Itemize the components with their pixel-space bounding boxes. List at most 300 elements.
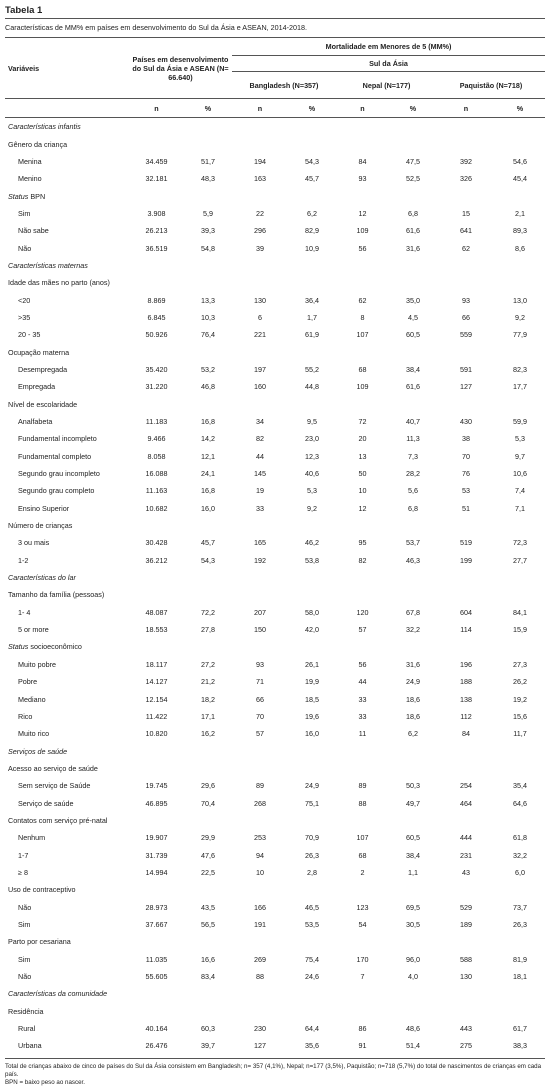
group-row	[5, 760, 545, 777]
percent-cell: 6,8	[408, 208, 418, 218]
count-cell: 10.820	[145, 729, 168, 739]
percent-cell: 83,4	[201, 972, 215, 982]
percent-cell: 26,2	[513, 677, 527, 687]
count-cell: 37.667	[145, 919, 168, 929]
table-figure	[5, 5, 545, 1087]
row-label: Fundamental completo	[18, 451, 92, 461]
count-cell: 10	[358, 486, 367, 496]
pct-header: %	[308, 103, 316, 113]
percent-cell: 46,5	[305, 902, 319, 912]
table-row	[5, 968, 545, 985]
percent-cell: 70,9	[305, 833, 319, 843]
percent-cell: 59,9	[513, 417, 527, 427]
percent-cell: 18,2	[201, 694, 215, 704]
percent-cell: 89,3	[513, 226, 527, 236]
section-label: Características infantis	[8, 122, 81, 132]
table-row	[5, 309, 545, 326]
table-row	[5, 153, 545, 170]
group-row	[5, 187, 545, 204]
group-label: Gênero da criança	[8, 139, 68, 149]
count-cell: 91	[358, 1041, 367, 1051]
percent-cell: 51,7	[201, 156, 215, 166]
group-row	[5, 274, 545, 291]
group-row	[5, 586, 545, 603]
percent-cell: 70,4	[201, 798, 215, 808]
percent-cell: 26,1	[305, 659, 319, 669]
count-cell: 253	[254, 833, 266, 843]
row-label: 1-7	[18, 850, 29, 860]
count-cell: 71	[256, 677, 264, 687]
percent-cell: 17,7	[513, 382, 527, 392]
count-cell: 56	[358, 659, 367, 669]
percent-cell: 46,8	[201, 382, 215, 392]
count-cell: 31.739	[145, 850, 168, 860]
table-row	[5, 690, 545, 707]
group-row	[5, 933, 545, 950]
row-label: 5 or more	[18, 625, 49, 635]
group-row	[5, 396, 545, 413]
count-cell: 13	[358, 451, 367, 461]
count-cell: 88	[256, 972, 264, 982]
table-body	[5, 118, 545, 1055]
count-cell: 191	[254, 919, 266, 929]
percent-cell: 24,9	[406, 677, 420, 687]
count-cell: 199	[460, 555, 472, 565]
blank-header-cell	[5, 99, 129, 118]
table-row	[5, 656, 545, 673]
count-cell: 72	[358, 417, 367, 427]
percent-cell: 38,3	[513, 1041, 527, 1051]
percent-cell: 6,2	[408, 729, 418, 739]
row-label: 1-2	[18, 555, 29, 565]
percent-cell: 69,5	[406, 902, 420, 912]
table-row	[5, 621, 545, 638]
n-header: n	[154, 103, 159, 113]
percent-cell: 73,7	[513, 902, 527, 912]
percent-cell: 54,3	[305, 156, 319, 166]
count-cell: 70	[462, 451, 470, 461]
row-label: Mediano	[18, 694, 46, 704]
count-cell: 44	[358, 677, 367, 687]
percent-cell: 18,6	[406, 711, 420, 721]
footnotes	[5, 1058, 545, 1087]
table-row	[5, 725, 545, 742]
percent-cell: 13,0	[513, 295, 527, 305]
percent-cell: 10,9	[305, 243, 319, 253]
table-row	[5, 448, 545, 465]
section-row	[5, 118, 545, 136]
pct-header: %	[409, 103, 417, 113]
row-label: <20	[18, 295, 31, 305]
table-row	[5, 378, 545, 395]
percent-cell: 31,6	[406, 659, 420, 669]
group-row	[5, 135, 545, 152]
percent-cell: 55,2	[305, 364, 319, 374]
percent-cell: 11,3	[406, 434, 420, 444]
percent-cell: 58,0	[305, 607, 319, 617]
percent-cell: 64,6	[513, 798, 527, 808]
south-asia-header: Sul da Ásia	[232, 56, 545, 72]
percent-cell: 16,8	[201, 417, 215, 427]
count-cell: 197	[254, 364, 266, 374]
count-cell: 127	[460, 382, 472, 392]
percent-cell: 16,0	[201, 503, 215, 513]
count-cell: 519	[460, 538, 472, 548]
percent-cell: 18,1	[513, 972, 527, 982]
count-cell: 170	[356, 954, 369, 964]
count-cell: 15	[462, 208, 470, 218]
percent-cell: 13,3	[201, 295, 215, 305]
percent-cell: 54,6	[513, 156, 527, 166]
percent-cell: 27,8	[201, 625, 215, 635]
section-label: Serviços de saúde	[8, 746, 68, 756]
count-cell: 57	[256, 729, 264, 739]
percent-cell: 1,1	[408, 867, 418, 877]
percent-cell: 77,9	[513, 330, 527, 340]
table-row	[5, 846, 545, 863]
row-label: Muito pobre	[18, 659, 56, 669]
percent-cell: 61,7	[513, 1024, 527, 1034]
percent-cell: 31,6	[406, 243, 420, 253]
table-row	[5, 222, 545, 239]
percent-cell: 26,3	[305, 850, 319, 860]
percent-cell: 6,0	[515, 867, 525, 877]
row-label: Menina	[18, 156, 42, 166]
pct-header: %	[516, 103, 524, 113]
percent-cell: 24,1	[201, 469, 215, 479]
table-row	[5, 829, 545, 846]
table-row	[5, 1037, 545, 1054]
table-row	[5, 552, 545, 569]
group-label: Residência	[8, 1006, 44, 1016]
percent-cell: 53,2	[201, 364, 215, 374]
count-cell: 11	[358, 729, 367, 739]
table-row	[5, 205, 545, 222]
table-row	[5, 361, 545, 378]
n-header: n	[463, 103, 469, 113]
row-label: 1- 4	[18, 607, 31, 617]
count-cell: 43	[462, 867, 470, 877]
percent-cell: 19,6	[305, 711, 319, 721]
count-cell: 3.908	[147, 208, 166, 218]
table-row	[5, 673, 545, 690]
count-cell: 641	[460, 226, 472, 236]
count-cell: 8	[360, 312, 365, 322]
count-cell: 165	[254, 538, 266, 548]
percent-cell: 75,1	[305, 798, 319, 808]
row-label: Muito rico	[18, 729, 50, 739]
percent-cell: 35,6	[305, 1041, 319, 1051]
percent-cell: 9,7	[515, 451, 525, 461]
count-cell: 120	[356, 607, 369, 617]
table-row	[5, 430, 545, 447]
count-cell: 163	[254, 174, 266, 184]
count-cell: 221	[254, 330, 266, 340]
count-cell: 166	[254, 902, 266, 912]
percent-cell: 5,6	[408, 486, 418, 496]
count-cell: 34	[256, 417, 264, 427]
percent-cell: 51,4	[406, 1041, 420, 1051]
count-cell: 109	[356, 382, 369, 392]
table-row	[5, 604, 545, 621]
table-row	[5, 500, 545, 517]
count-cell: 46.895	[145, 798, 168, 808]
row-label: Sim	[18, 208, 31, 218]
percent-cell: 29,9	[201, 833, 215, 843]
group-label: Nível de escolaridade	[8, 399, 78, 409]
count-cell: 93	[358, 174, 367, 184]
count-cell: 591	[460, 364, 472, 374]
count-cell: 30.428	[145, 538, 168, 548]
table-row	[5, 291, 545, 308]
table-row	[5, 239, 545, 256]
count-cell: 88	[358, 798, 367, 808]
percent-cell: 49,7	[406, 798, 420, 808]
count-cell: 95	[358, 538, 367, 548]
group-row	[5, 638, 545, 655]
percent-cell: 76,4	[201, 330, 215, 340]
percent-cell: 46,3	[406, 555, 420, 565]
count-cell: 56	[358, 243, 367, 253]
row-label: Segundo grau incompleto	[18, 469, 100, 479]
percent-cell: 17,1	[201, 711, 215, 721]
footnote: Total de crianças abaixo de cinco de países do Sul da Ásia consistem em Bangladesh; n= 357 (4,1%), Nepal; n=177 (3,5%), Paquistão; n=718 (5,7%) do total de nascimentos de crianças em cada país.	[5, 1062, 542, 1078]
count-cell: 22	[256, 208, 264, 218]
percent-cell: 52,5	[406, 174, 420, 184]
percent-cell: 19,9	[305, 677, 319, 687]
percent-cell: 10,3	[201, 312, 215, 322]
row-label: Nenhum	[18, 833, 46, 843]
n-header: n	[257, 103, 263, 113]
group-label: Status BPN	[8, 191, 46, 201]
count-cell: 39	[256, 243, 264, 253]
count-cell: 31.220	[145, 382, 168, 392]
count-cell: 18.553	[145, 625, 168, 635]
percent-cell: 35,4	[513, 781, 527, 791]
count-cell: 2	[360, 867, 365, 877]
count-cell: 107	[356, 330, 369, 340]
percent-cell: 60,5	[406, 833, 420, 843]
percent-cell: 44,8	[305, 382, 319, 392]
percent-cell: 46,2	[305, 538, 319, 548]
count-cell: 12	[358, 503, 367, 513]
percent-cell: 5,3	[307, 486, 317, 496]
count-cell: 207	[254, 607, 266, 617]
row-label: Não	[18, 972, 32, 982]
count-cell: 12	[358, 208, 367, 218]
table-row	[5, 864, 545, 881]
percent-cell: 5,3	[515, 434, 525, 444]
percent-cell: 38,4	[406, 364, 420, 374]
count-cell: 36.519	[145, 243, 168, 253]
row-label: Não	[18, 902, 32, 912]
count-cell: 443	[460, 1024, 472, 1034]
percent-cell: 27,7	[513, 555, 527, 565]
count-cell: 55.605	[145, 972, 168, 982]
count-cell: 112	[460, 711, 472, 721]
count-cell: 32.181	[145, 174, 168, 184]
group-label: Uso de contraceptivo	[8, 885, 76, 895]
percent-cell: 6,2	[307, 208, 317, 218]
count-cell: 160	[254, 382, 266, 392]
count-cell: 130	[460, 972, 472, 982]
percent-cell: 42,0	[305, 625, 319, 635]
section-row	[5, 985, 545, 1002]
percent-cell: 6,8	[408, 503, 418, 513]
table-row	[5, 326, 545, 343]
percent-cell: 14,2	[201, 434, 215, 444]
percent-cell: 54,3	[201, 555, 215, 565]
percent-cell: 9,2	[307, 503, 317, 513]
count-cell: 12.154	[145, 694, 168, 704]
count-cell: 86	[358, 1024, 367, 1034]
percent-cell: 27,3	[513, 659, 527, 669]
percent-cell: 39,7	[201, 1041, 215, 1051]
percent-cell: 16,0	[305, 729, 319, 739]
count-cell: 34.459	[145, 156, 168, 166]
percent-cell: 24,6	[305, 972, 319, 982]
percent-cell: 48,6	[406, 1024, 420, 1034]
percent-cell: 82,9	[305, 226, 319, 236]
count-cell: 6.845	[147, 312, 166, 322]
variables-header: Variáveis	[8, 63, 40, 73]
count-cell: 6	[258, 312, 262, 322]
count-cell: 76	[462, 469, 470, 479]
section-label: Características maternas	[8, 260, 88, 270]
percent-cell: 47,5	[406, 156, 420, 166]
row-label: Desempregada	[18, 364, 68, 374]
row-label: Não	[18, 243, 32, 253]
percent-cell: 7,4	[515, 486, 525, 496]
percent-cell: 45,4	[513, 174, 527, 184]
count-cell: 194	[254, 156, 266, 166]
percent-cell: 32,2	[406, 625, 420, 635]
count-cell: 192	[254, 555, 266, 565]
count-cell: 8.058	[147, 451, 166, 461]
count-cell: 326	[460, 174, 472, 184]
percent-cell: 61,9	[305, 330, 319, 340]
bangladesh-header: Bangladesh (N=357)	[249, 80, 319, 90]
percent-cell: 36,4	[305, 295, 319, 305]
percent-cell: 53,5	[305, 919, 319, 929]
percent-cell: 43,5	[201, 902, 215, 912]
count-cell: 35.420	[145, 364, 168, 374]
count-cell: 11.183	[145, 417, 168, 427]
row-label: >35	[18, 312, 31, 322]
percent-cell: 61,6	[406, 382, 420, 392]
percent-cell: 53,7	[406, 538, 420, 548]
count-cell: 10.682	[145, 503, 168, 513]
group-row	[5, 343, 545, 360]
count-cell: 7	[360, 972, 365, 982]
table-row	[5, 916, 545, 933]
count-cell: 36.212	[145, 555, 168, 565]
count-cell: 559	[460, 330, 472, 340]
count-cell: 50.926	[145, 330, 168, 340]
percent-cell: 60,5	[406, 330, 420, 340]
row-label: Rural	[18, 1024, 36, 1034]
count-cell: 392	[460, 156, 472, 166]
count-cell: 44	[256, 451, 264, 461]
percent-cell: 40,6	[305, 469, 319, 479]
row-label: Urbana	[18, 1041, 42, 1051]
percent-cell: 84,1	[513, 607, 527, 617]
count-cell: 19.907	[145, 833, 168, 843]
count-cell: 11.422	[145, 711, 168, 721]
count-cell: 9.466	[147, 434, 166, 444]
percent-cell: 39,3	[201, 226, 215, 236]
count-cell: 89	[256, 781, 264, 791]
percent-cell: 27,2	[201, 659, 215, 669]
count-cell: 89	[358, 781, 367, 791]
percent-cell: 7,1	[515, 503, 525, 513]
percent-cell: 64,4	[305, 1024, 319, 1034]
percent-cell: 75,4	[305, 954, 319, 964]
percent-cell: 81,9	[513, 954, 527, 964]
section-label: Características da comunidade	[8, 989, 108, 999]
table-row	[5, 708, 545, 725]
count-cell: 93	[256, 659, 264, 669]
count-cell: 588	[460, 954, 472, 964]
count-cell: 109	[356, 226, 369, 236]
count-cell: 196	[460, 659, 472, 669]
percent-cell: 16,8	[201, 486, 215, 496]
percent-cell: 4,5	[408, 312, 418, 322]
table-row	[5, 534, 545, 551]
percent-cell: 19,2	[513, 694, 527, 704]
row-label: Menino	[18, 174, 42, 184]
percent-cell: 16,6	[201, 954, 215, 964]
percent-cell: 7,3	[408, 451, 418, 461]
count-cell: 33	[358, 711, 367, 721]
count-cell: 48.087	[145, 607, 168, 617]
row-label: ≥ 8	[18, 867, 28, 877]
count-cell: 19.745	[145, 781, 168, 791]
count-cell: 62	[358, 295, 367, 305]
percent-cell: 72,2	[201, 607, 215, 617]
percent-cell: 29,6	[201, 781, 215, 791]
row-label: Sem serviço de Saúde	[18, 781, 91, 791]
group-label: Número de crianças	[8, 521, 73, 531]
percent-cell: 61,6	[406, 226, 420, 236]
section-row	[5, 569, 545, 586]
count-cell: 82	[256, 434, 264, 444]
table-row	[5, 1020, 545, 1037]
percent-cell: 1,7	[307, 312, 317, 322]
percent-cell: 54,8	[201, 243, 215, 253]
percent-cell: 45,7	[201, 538, 215, 548]
count-cell: 11.035	[145, 954, 168, 964]
group-row	[5, 812, 545, 829]
count-cell: 70	[256, 711, 264, 721]
count-cell: 38	[462, 434, 470, 444]
percent-cell: 50,3	[406, 781, 420, 791]
count-cell: 254	[460, 781, 472, 791]
percent-cell: 22,5	[201, 867, 215, 877]
count-cell: 107	[356, 833, 369, 843]
group-label: Acesso ao serviço de saúde	[8, 763, 98, 773]
count-cell: 150	[254, 625, 266, 635]
row-label: Analfabeta	[18, 417, 53, 427]
percent-cell: 38,4	[406, 850, 420, 860]
count-cell: 123	[356, 902, 369, 912]
count-cell: 51	[462, 503, 470, 513]
count-cell: 11.163	[145, 486, 168, 496]
n-header: n	[360, 103, 365, 113]
row-label: 3 ou mais	[18, 538, 50, 548]
percent-cell: 12,1	[201, 451, 215, 461]
percent-cell: 9,2	[515, 312, 525, 322]
